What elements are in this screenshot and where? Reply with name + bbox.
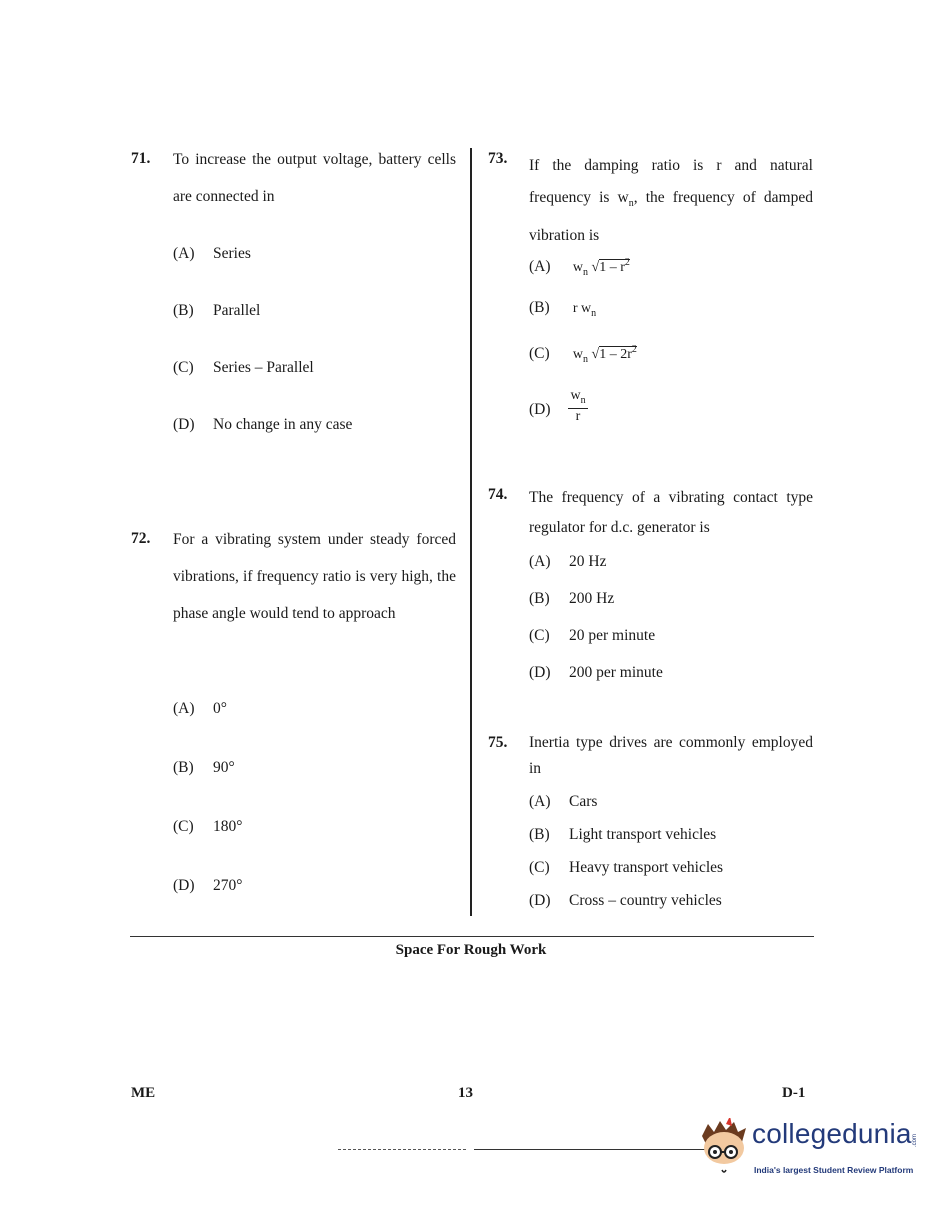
collegedunia-mascot-icon <box>696 1118 754 1178</box>
q74-option-d <box>529 664 663 682</box>
q73-option-c <box>529 344 637 365</box>
q71-option-c-text: Series – Parallel <box>213 359 314 376</box>
q72-text: For a vibrating system under steady forced vibrations, if frequency ratio is very high, the phase angle would tend to approach <box>173 531 456 622</box>
q73-d-numerator <box>568 388 588 409</box>
q75-option-a-label: (A) <box>529 793 551 810</box>
q73-b-r: r w <box>572 301 592 316</box>
q74-option-c-text: 20 per minute <box>569 627 656 644</box>
q75-option-d-label: (D) <box>529 892 551 909</box>
q73-option-b <box>529 299 596 319</box>
footer-page-number: 13 <box>458 1085 473 1101</box>
q74-option-a-text: 20 Hz <box>569 553 607 570</box>
q72-option-a-text: 0° <box>213 700 227 717</box>
q73-option-b-label: (B) <box>529 299 550 316</box>
q71-option-d-text: No change in any case <box>213 416 353 433</box>
q73-option-a-label: (A) <box>529 258 551 275</box>
q75-text: Inertia type drives are commonly employed in <box>529 734 813 777</box>
q74-option-d-text: 200 per minute <box>569 664 663 681</box>
q71-option-b-label: (B) <box>173 302 194 319</box>
q75-option-b-label: (B) <box>529 826 550 843</box>
q72-option-a-label: (A) <box>173 700 195 717</box>
q73-text <box>529 150 813 252</box>
q73-d-num: w <box>570 388 581 403</box>
q72-option-b-text: 90° <box>213 759 235 776</box>
q73-option-d <box>529 401 569 419</box>
q74-number: 74. <box>488 486 508 503</box>
q74-option-a <box>529 553 606 571</box>
q75-option-d <box>529 892 722 910</box>
q71-option-a-text: Series <box>213 245 251 262</box>
q73-b-sub: n <box>591 308 597 319</box>
q75-number: 75. <box>488 734 508 751</box>
q74-option-b-label: (B) <box>529 590 550 607</box>
q73-option-c-label: (C) <box>529 345 550 362</box>
q73-a-sub: n <box>583 267 588 278</box>
q73-d-denominator: r <box>575 409 581 424</box>
q74-option-a-label: (A) <box>529 553 551 570</box>
q71-option-a <box>173 245 251 263</box>
q74-text: The frequency of a vibrating contact type regulator for d.c. generator is <box>529 489 813 536</box>
q72-option-d-text: 270° <box>213 877 243 894</box>
collegedunia-tagline: India's largest Student Review Platform <box>754 1165 914 1175</box>
bottom-dashed-line <box>338 1149 466 1150</box>
q73-a-sqrt-icon: √ <box>591 260 600 275</box>
q73-d-num-sub: n <box>580 395 586 406</box>
q75-option-c-text: Heavy transport vehicles <box>569 859 724 876</box>
q73-a-rad: 1 – r <box>599 260 625 275</box>
footer-booklet-code: D-1 <box>782 1085 806 1101</box>
q71-option-c <box>173 359 314 377</box>
q75-option-c-label: (C) <box>529 859 550 876</box>
q74-option-d-label: (D) <box>529 664 551 681</box>
q73-c-sub: n <box>583 354 588 365</box>
q73-text-sub: n <box>628 198 634 209</box>
q73-text-end: , the frequency of damped vibration is <box>529 189 813 244</box>
bottom-solid-line <box>474 1149 706 1150</box>
q71-text: To increase the output voltage, battery cells are connected in <box>173 151 456 205</box>
q71-number: 71. <box>131 150 151 167</box>
q73-c-rad: 1 – 2r <box>599 347 632 362</box>
q72-option-d-label: (D) <box>173 877 195 894</box>
rough-work-divider <box>130 936 814 937</box>
q71-option-c-label: (C) <box>173 359 194 376</box>
q75-option-d-text: Cross – country vehicles <box>569 892 722 909</box>
q72-option-c-label: (C) <box>173 818 194 835</box>
q75-option-a <box>529 793 597 811</box>
q72-option-b-label: (B) <box>173 759 194 776</box>
q71-option-a-label: (A) <box>173 245 195 262</box>
q73-option-a-formula <box>572 257 630 278</box>
q74-option-b-text: 200 Hz <box>569 590 615 607</box>
q74-option-c-label: (C) <box>529 627 550 644</box>
q73-option-b-formula <box>572 301 597 319</box>
q73-c-exp: 2 <box>631 344 637 355</box>
rough-work-label: Space For Rough Work <box>395 942 547 958</box>
q73-a-w: w <box>572 260 583 275</box>
q72-option-c-text: 180° <box>213 818 243 835</box>
q75-option-b <box>529 826 716 844</box>
q73-a-radicand <box>599 259 630 275</box>
q72-option-c <box>173 818 242 836</box>
q74-option-c <box>529 627 655 645</box>
q73-option-a <box>529 257 630 278</box>
q75-option-b-text: Light transport vehicles <box>569 826 717 843</box>
q73-number: 73. <box>488 150 508 167</box>
q71-option-d-label: (D) <box>173 416 195 433</box>
q72-number: 72. <box>131 530 151 547</box>
logo-domain-suffix: .com <box>912 1134 918 1148</box>
q72-option-d <box>173 877 242 895</box>
q75-option-a-text: Cars <box>569 793 598 810</box>
q74-option-b <box>529 590 614 608</box>
q73-c-w: w <box>572 347 583 362</box>
q71-option-d <box>173 416 352 434</box>
q73-c-radicand <box>599 346 637 362</box>
q75-option-c <box>529 859 723 877</box>
q73-a-exp: 2 <box>624 257 630 268</box>
column-divider <box>470 148 472 916</box>
q73-option-d-label: (D) <box>529 401 551 418</box>
q71-option-b-text: Parallel <box>213 302 261 319</box>
q71-option-b <box>173 302 260 320</box>
q72-option-a <box>173 700 227 718</box>
footer-subject-code: ME <box>131 1085 156 1101</box>
q73-d-fraction <box>568 388 588 424</box>
q72-option-b <box>173 759 235 777</box>
q73-c-sqrt-icon: √ <box>591 347 600 362</box>
collegedunia-logo-text: collegedunia <box>752 1118 912 1149</box>
q73-text-start: If the damping ratio is r and natural frequency is w <box>529 157 813 206</box>
q73-option-c-formula <box>572 344 637 365</box>
